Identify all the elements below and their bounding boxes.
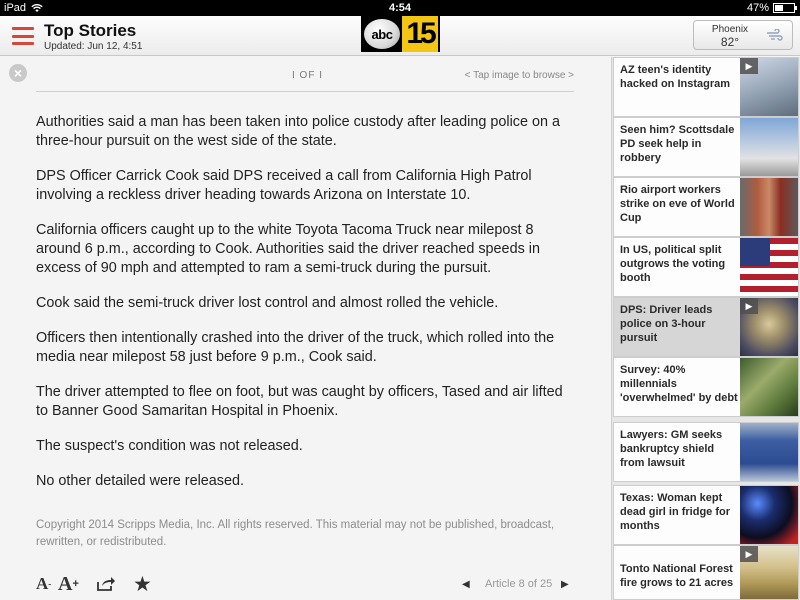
share-button[interactable] bbox=[96, 571, 116, 597]
story-item[interactable] bbox=[613, 357, 799, 417]
page-title: Top Stories bbox=[44, 21, 137, 40]
story-item[interactable] bbox=[613, 485, 799, 545]
logo-channel: 15 bbox=[402, 16, 438, 52]
story-sidebar bbox=[611, 57, 800, 600]
story-thumbnail bbox=[740, 178, 798, 236]
story-title: Lawyers: GM seeks bankruptcy shield from lawsuit bbox=[620, 429, 723, 469]
wind-icon bbox=[766, 29, 784, 41]
article-paragraph: Authorities said a man has been taken into police custody after leading police on a three-hour pursuit on the west side of the state. bbox=[36, 114, 560, 149]
article-paragraph: The driver attempted to flee on foot, but was caught by officers, Tased and air lifted to Banner Good Samaritan Hospital in Phoenix. bbox=[36, 384, 563, 419]
story-thumbnail bbox=[740, 58, 798, 116]
article-paragraph: Cook said the semi-truck driver lost control and almost rolled the vehicle. bbox=[36, 295, 499, 311]
story-title: DPS: Driver leads police on 3-hour pursuit bbox=[620, 304, 713, 344]
story-title: Survey: 40% millennials 'overwhelmed' by debt bbox=[620, 364, 738, 404]
story-thumbnail bbox=[740, 298, 798, 356]
story-thumbnail bbox=[740, 358, 798, 416]
article-paragraph: California officers caught up to the white Toyota Tacoma Truck near milepost 8 around 6 p.m., according to Cook. Authorities said the driver reached speeds in excess of 90 mph and attempted to ram a semi-truck during the pursuit. bbox=[36, 222, 540, 276]
story-item[interactable] bbox=[613, 545, 799, 600]
battery-icon bbox=[773, 3, 795, 13]
close-icon[interactable]: × bbox=[9, 64, 27, 82]
browse-hint[interactable]: < Tap image to browse > bbox=[464, 70, 574, 81]
share-icon bbox=[96, 576, 116, 592]
battery-percent: 47% bbox=[746, 2, 769, 14]
logo-network: abc bbox=[364, 19, 400, 49]
app-header bbox=[0, 16, 800, 56]
image-pager: I OF I bbox=[292, 70, 323, 81]
article-paragraph: DPS Officer Carrick Cook said DPS received a call from California High Patrol involving a reckless driver heading towards Arizona on Interstate 10. bbox=[36, 168, 532, 203]
article-paragraph: Officers then intentionally crashed into the driver of the truck, which rolled into the media near milepost 58 just before 9 p.m., Cook said. bbox=[36, 330, 555, 365]
next-article-icon[interactable]: ▶ bbox=[561, 578, 569, 590]
play-icon: ▶ bbox=[740, 58, 758, 74]
story-item[interactable] bbox=[613, 237, 799, 297]
play-icon: ▶ bbox=[740, 546, 758, 562]
story-thumbnail bbox=[740, 423, 798, 481]
story-title: Texas: Woman kept dead girl in fridge for months bbox=[620, 492, 731, 532]
weather-temp: 82° bbox=[720, 35, 740, 49]
article-counter: Article 8 of 25 bbox=[485, 578, 553, 590]
story-item[interactable] bbox=[613, 177, 799, 237]
favorite-star-icon[interactable]: ★ bbox=[133, 572, 152, 596]
story-item[interactable] bbox=[613, 117, 799, 177]
decrease-font-button[interactable]: A - bbox=[36, 574, 52, 593]
battery-fill bbox=[775, 5, 783, 11]
status-bar bbox=[0, 0, 800, 16]
story-thumbnail bbox=[740, 238, 798, 296]
story-item-active[interactable] bbox=[613, 297, 799, 357]
updated-timestamp: Updated: Jun 12, 4:51 bbox=[44, 41, 143, 52]
story-thumbnail bbox=[740, 118, 798, 176]
play-icon: ▶ bbox=[740, 298, 758, 314]
increase-font-button[interactable]: A + bbox=[58, 572, 79, 595]
font-increase-icon: A bbox=[58, 572, 73, 595]
article-pane bbox=[0, 57, 610, 600]
story-thumbnail bbox=[740, 486, 798, 544]
story-title: AZ teen's identity hacked on Instagram bbox=[620, 64, 731, 90]
weather-city: Phoenix bbox=[711, 24, 749, 35]
article-body bbox=[36, 113, 576, 507]
status-time: 4:54 bbox=[388, 2, 412, 14]
article-paragraph: The suspect's condition was not released. bbox=[36, 438, 303, 454]
article-toolbar bbox=[0, 571, 610, 600]
story-item[interactable] bbox=[613, 422, 799, 482]
previous-article-icon[interactable]: ◀ bbox=[462, 578, 470, 590]
divider bbox=[36, 91, 574, 92]
copyright-notice: Copyright 2014 Scripps Media, Inc. All rights reserved. This material may not be published, broadcast, rewritten, or redistributed. bbox=[36, 519, 555, 548]
font-decrease-icon: A bbox=[36, 574, 49, 593]
status-right bbox=[747, 2, 795, 14]
menu-icon[interactable] bbox=[12, 27, 34, 45]
article-paragraph: No other detailed were released. bbox=[36, 473, 244, 489]
story-title: In US, political split outgrows the voting booth bbox=[620, 244, 726, 284]
station-logo bbox=[361, 16, 440, 52]
story-item[interactable] bbox=[613, 57, 799, 117]
weather-widget[interactable] bbox=[693, 20, 793, 50]
story-thumbnail bbox=[740, 546, 798, 599]
story-title: Seen him? Scottsdale PD seek help in robbery bbox=[620, 124, 735, 164]
story-title: Tonto National Forest fire grows to 21 acres bbox=[620, 563, 734, 589]
device-name: iPad bbox=[4, 2, 27, 14]
story-title: Rio airport workers strike on eve of World Cup bbox=[620, 184, 735, 224]
